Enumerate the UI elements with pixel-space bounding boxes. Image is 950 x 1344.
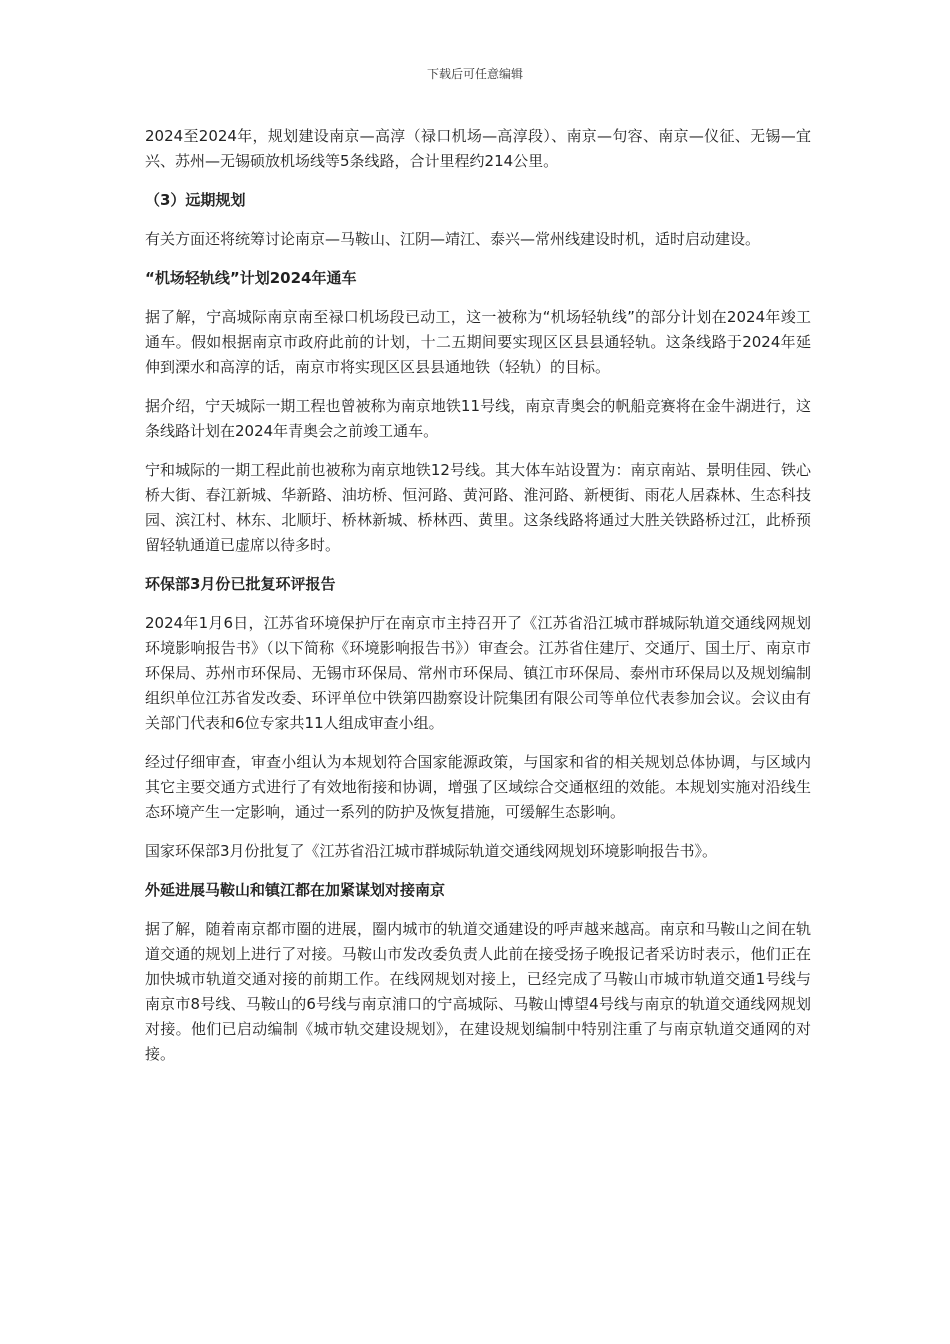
heading-environmental-approval: 环保部3月份已批复环评报告: [145, 575, 336, 593]
heading-airport-light-rail: “机场轻轨线”计划2024年通车: [145, 269, 357, 287]
paragraph-near-term-lines: 2024至2024年，规划建设南京—高淳（禄口机场—高淳段）、南京—句容、南京—仪征、无锡—宜兴、苏州—无锡硕放机场线等5条线路，合计里程约214公里。: [145, 127, 811, 170]
paragraph-ningtian-intercity: 据介绍，宁天城际一期工程也曾被称为南京地铁11号线，南京青奥会的帆船竞赛将在金牛湖进行，这条线路计划在2024年青奥会之前竣工通车。: [145, 397, 811, 440]
page-header-note: 下载后可任意编辑: [426, 67, 523, 81]
paragraph-airport-light-rail: 据了解，宁高城际南京南至禄口机场段已动工，这一被称为“机场轻轨线”的部分计划在2024年竣工通车。假如根据南京市政府此前的计划，十二五期间要实现区区县县通轻轨。这条线路于2024年延伸到溧水和高淳的话，南京市将实现区区县县通地铁（轻轨）的目标。: [145, 308, 811, 376]
heading-long-term-plan: （3）远期规划: [145, 191, 246, 209]
paragraph-review-conclusion: 经过仔细审查，审查小组认为本规划符合国家能源政策，与国家和省的相关规划总体协调，与区域内其它主要交通方式进行了有效地衔接和协调，增强了区域综合交通枢纽的效能。本规划实施对沿线生态环境产生一定影响，通过一系列的防护及恢复措施，可缓解生态影响。: [145, 753, 811, 821]
paragraph-ninghe-intercity: 宁和城际的一期工程此前也被称为南京地铁12号线。其大体车站设置为：南京南站、景明佳园、铁心桥大街、春江新城、华新路、油坊桥、恒河路、黄河路、淮河路、新梗街、雨花人居森林、生态科技园、滨江村、林东、北顺圩、桥林新城、桥林西、黄里。这条线路将通过大胜关铁路桥过江，此桥预留轻轨通道已虚席以待多时。: [145, 461, 811, 554]
document-body: [145, 124, 811, 1081]
heading-extension-docking: 外延进展马鞍山和镇江都在加紧谋划对接南京: [145, 881, 446, 899]
paragraph-maanshan-docking: 据了解，随着南京都市圈的进展，圈内城市的轨道交通建设的呼声越来越高。南京和马鞍山之间在轨道交通的规划上进行了对接。马鞍山市发改委负责人此前在接受扬子晚报记者采访时表示，他们正在加快城市轨道交通对接的前期工作。在线网规划对接上，已经完成了马鞍山市城市轨道交通1号线与南京市8号线、马鞍山的6号线与南京浦口的宁高城际、马鞍山博望4号线与南京的轨道交通线网规划对接。他们已启动编制《城市轨交建设规划》，在建设规划编制中特别注重了与南京轨道交通网的对接。: [145, 920, 811, 1063]
paragraph-long-term-plan: 有关方面还将统筹讨论南京—马鞍山、江阴—靖江、泰兴—常州线建设时机，适时启动建设。: [145, 230, 761, 248]
paragraph-ministry-approval: 国家环保部3月份批复了《江苏省沿江城市群城际轨道交通线网规划环境影响报告书》。: [145, 842, 718, 860]
paragraph-review-meeting: 2024年1月6日，江苏省环境保护厅在南京市主持召开了《江苏省沿江城市群城际轨道交通线网规划环境影响报告书》（以下简称《环境影响报告书》）审查会。江苏省住建厅、交通厅、国土厅、南京市环保局、苏州市环保局、无锡市环保局、常州市环保局、镇江市环保局、泰州市环保局以及规划编制组织单位江苏省发改委、环评单位中铁第四勘察设计院集团有限公司等单位代表参加会议。会议由有关部门代表和6位专家共11人组成审查小组。: [145, 614, 811, 732]
